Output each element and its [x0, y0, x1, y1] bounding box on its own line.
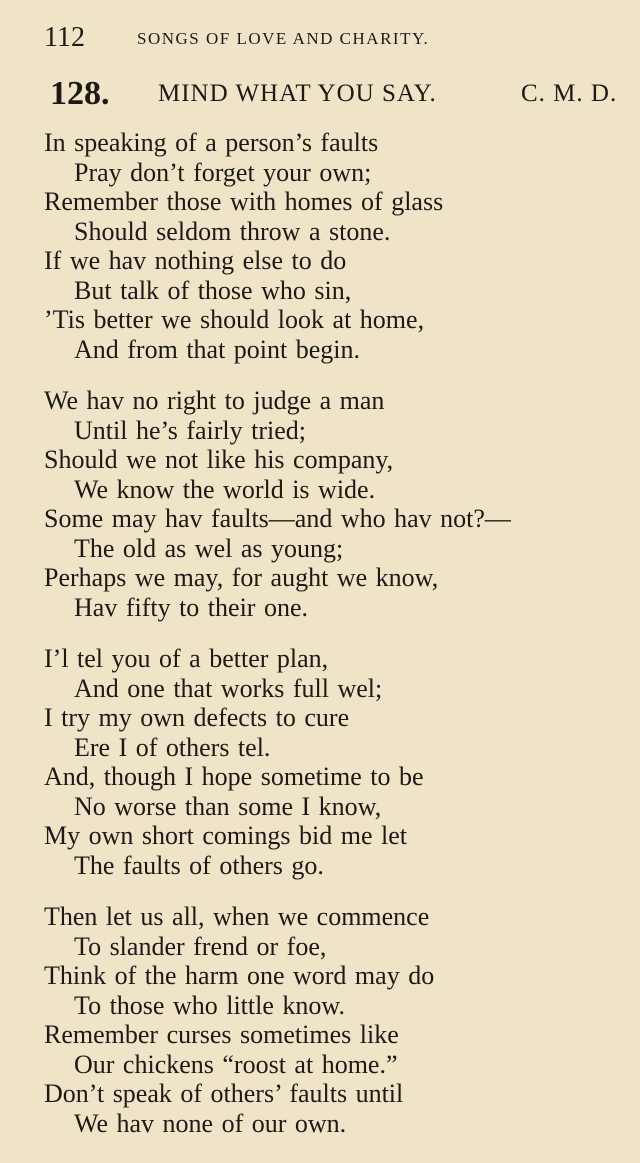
hymn-number: 128.	[50, 75, 110, 112]
verse-line: Should we not like his company,	[44, 445, 394, 474]
stanza-2	[44, 386, 634, 622]
verse-line: Then let us all, when we commence	[44, 902, 430, 931]
verse-line: The old as wel as young;	[74, 533, 344, 563]
verse-line: Think of the harm one word may do	[44, 961, 435, 990]
stanza-4	[44, 902, 634, 1138]
verse-line: We hav none of our own.	[74, 1108, 347, 1138]
verse-line: And one that works full wel;	[74, 673, 383, 703]
verse-line: But talk of those who sin,	[74, 275, 352, 305]
page-number: 112	[44, 22, 85, 53]
verse-line: And from that point begin.	[74, 334, 361, 364]
running-title: SONGS OF LOVE AND CHARITY.	[137, 29, 430, 48]
verse-line: Hav fifty to their one.	[74, 592, 308, 622]
hymn-title: MIND WHAT YOU SAY.	[158, 80, 437, 107]
verse-line: Remember curses sometimes like	[44, 1020, 399, 1049]
verse-line: I’l tel you of a better plan,	[44, 644, 329, 673]
verse-line: Perhaps we may, for aught we know,	[44, 563, 439, 592]
verse-line: To those who little know.	[74, 990, 345, 1020]
verse-line: Some may hav faults—and who hav not?—	[44, 504, 511, 533]
verse-line: I try my own defects to cure	[44, 703, 350, 732]
stanza-3	[44, 644, 634, 880]
verse-line: We hav no right to judge a man	[44, 386, 385, 415]
verse-line: No worse than some I know,	[74, 791, 382, 821]
verse-line: Ere I of others tel.	[74, 732, 271, 762]
hymn-verses	[44, 128, 634, 1160]
verse-line: Our chickens “roost at home.”	[74, 1049, 398, 1079]
hymn-header	[50, 74, 630, 116]
verse-line: We know the world is wide.	[74, 474, 376, 504]
verse-line: Don’t speak of others’ faults until	[44, 1079, 404, 1108]
verse-line: ’Tis better we should look at home,	[44, 305, 425, 334]
verse-line: Pray don’t forget your own;	[74, 157, 372, 187]
verse-line: Until he’s fairly tried;	[74, 415, 307, 445]
verse-line: To slander frend or foe,	[74, 931, 327, 961]
running-head	[44, 20, 624, 60]
verse-line: In speaking of a person’s faults	[44, 128, 379, 157]
verse-line: If we hav nothing else to do	[44, 246, 347, 275]
verse-line: Remember those with homes of glass	[44, 187, 444, 216]
verse-line: And, though I hope sometime to be	[44, 762, 424, 791]
verse-line: My own short comings bid me let	[44, 821, 407, 850]
verse-line: The faults of others go.	[74, 850, 324, 880]
stanza-1	[44, 128, 634, 364]
verse-line: Should seldom throw a stone.	[74, 216, 391, 246]
hymn-meter: C. M. D.	[521, 80, 618, 107]
